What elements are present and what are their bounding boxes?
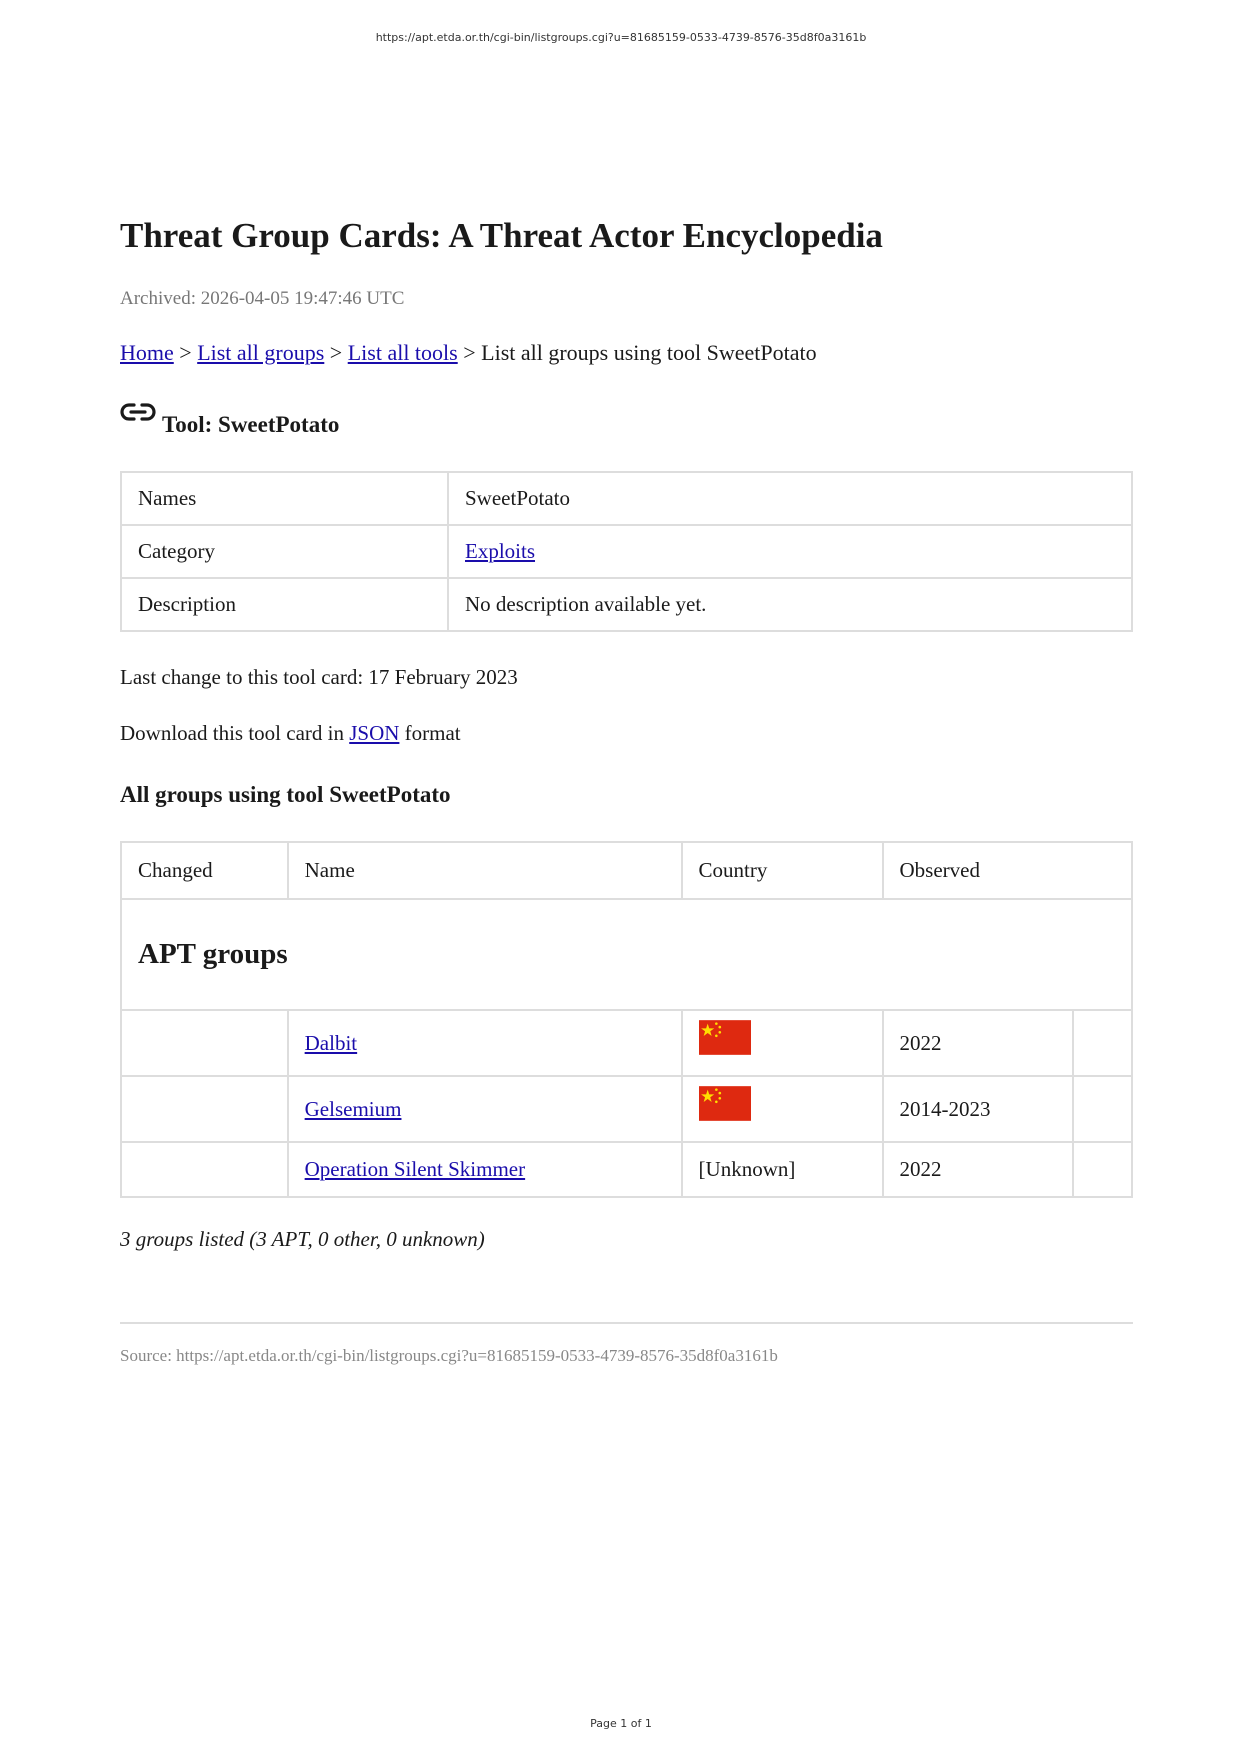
tool-info-row [121, 472, 1132, 525]
groups-count: 3 groups listed (3 APT, 0 other, 0 unknown) [120, 1227, 485, 1251]
breadcrumb-home-link[interactable]: Home [120, 340, 174, 365]
tool-info-table [120, 471, 1133, 632]
tool-info-row [121, 525, 1132, 578]
tool-info-key: Description [121, 578, 448, 631]
empty-cell [1073, 1142, 1132, 1197]
section-apt-groups: APT groups [121, 899, 1132, 1010]
breadcrumb-separator: > [329, 340, 343, 365]
group-link-operation-silent-skimmer[interactable]: Operation Silent Skimmer [304, 1157, 526, 1181]
tool-info-value [448, 525, 1132, 578]
breadcrumb-separator: > [463, 340, 476, 365]
empty-cell [1073, 1010, 1132, 1076]
json-download-link[interactable]: JSON [349, 721, 400, 745]
china-flag-icon [699, 1086, 751, 1121]
name-cell [288, 1076, 682, 1142]
source-url: Source: https://apt.etda.or.th/cgi-bin/listgroups.cgi?u=81685159-0533-4739-8576-35d8f0a3161b [120, 1346, 778, 1365]
observed-cell: 2014-2023 [883, 1076, 1074, 1142]
name-cell [288, 1142, 682, 1197]
name-cell [288, 1010, 682, 1076]
table-row [121, 1076, 1132, 1142]
column-header-name[interactable]: Name [288, 842, 682, 899]
tool-heading-text: Tool: SweetPotato [162, 412, 340, 437]
last-change-text: Last change to this tool card: 17 February 2023 [120, 665, 518, 689]
changed-cell [121, 1142, 288, 1197]
changed-cell [121, 1076, 288, 1142]
breadcrumb-separator: > [179, 340, 192, 365]
category-exploits-link[interactable]: Exploits [465, 539, 536, 563]
breadcrumb-list-tools-link[interactable]: List all tools [347, 340, 458, 365]
tool-info-key: Category [121, 525, 448, 578]
divider [120, 1322, 1133, 1324]
download-suffix: format [404, 721, 461, 745]
table-row [121, 1010, 1132, 1076]
country-cell [682, 1076, 883, 1142]
breadcrumb-current: List all groups using tool SweetPotato [481, 340, 817, 365]
print-header-url: https://apt.etda.or.th/cgi-bin/listgroups.cgi?u=81685159-0533-4739-8576-35d8f0a3161b [375, 31, 867, 44]
observed-cell: 2022 [883, 1142, 1074, 1197]
groups-heading: All groups using tool SweetPotato [120, 782, 451, 807]
groups-table [120, 841, 1133, 1198]
column-header-observed[interactable]: Observed [883, 842, 1132, 899]
column-header-country[interactable]: Country [682, 842, 883, 899]
page-number: Page 1 of 1 [590, 1717, 652, 1730]
tool-heading [120, 400, 339, 438]
tool-info-value: No description available yet. [448, 578, 1132, 631]
tool-info-row [121, 578, 1132, 631]
empty-cell [1073, 1076, 1132, 1142]
breadcrumb-list-groups-link[interactable]: List all groups [197, 340, 325, 365]
download-prefix: Download this tool card in [120, 721, 344, 745]
group-link-gelsemium[interactable]: Gelsemium [304, 1096, 402, 1121]
group-link-dalbit[interactable]: Dalbit [304, 1030, 358, 1055]
groups-header-row [121, 842, 1132, 899]
changed-cell [121, 1010, 288, 1076]
archived-timestamp: Archived: 2026-04-05 19:47:46 UTC [120, 288, 405, 309]
link-icon [120, 400, 156, 424]
china-flag-icon [699, 1020, 751, 1055]
tool-info-value: SweetPotato [448, 472, 1132, 525]
breadcrumb [120, 340, 817, 366]
tool-info-key: Names [121, 472, 448, 525]
section-row [121, 899, 1132, 1010]
page-title: Threat Group Cards: A Threat Actor Encyclopedia [120, 216, 883, 255]
observed-cell: 2022 [883, 1010, 1074, 1076]
table-row [121, 1142, 1132, 1197]
download-line [120, 721, 461, 746]
country-cell [682, 1010, 883, 1076]
country-cell: [Unknown] [682, 1142, 883, 1197]
column-header-changed[interactable]: Changed [121, 842, 288, 899]
